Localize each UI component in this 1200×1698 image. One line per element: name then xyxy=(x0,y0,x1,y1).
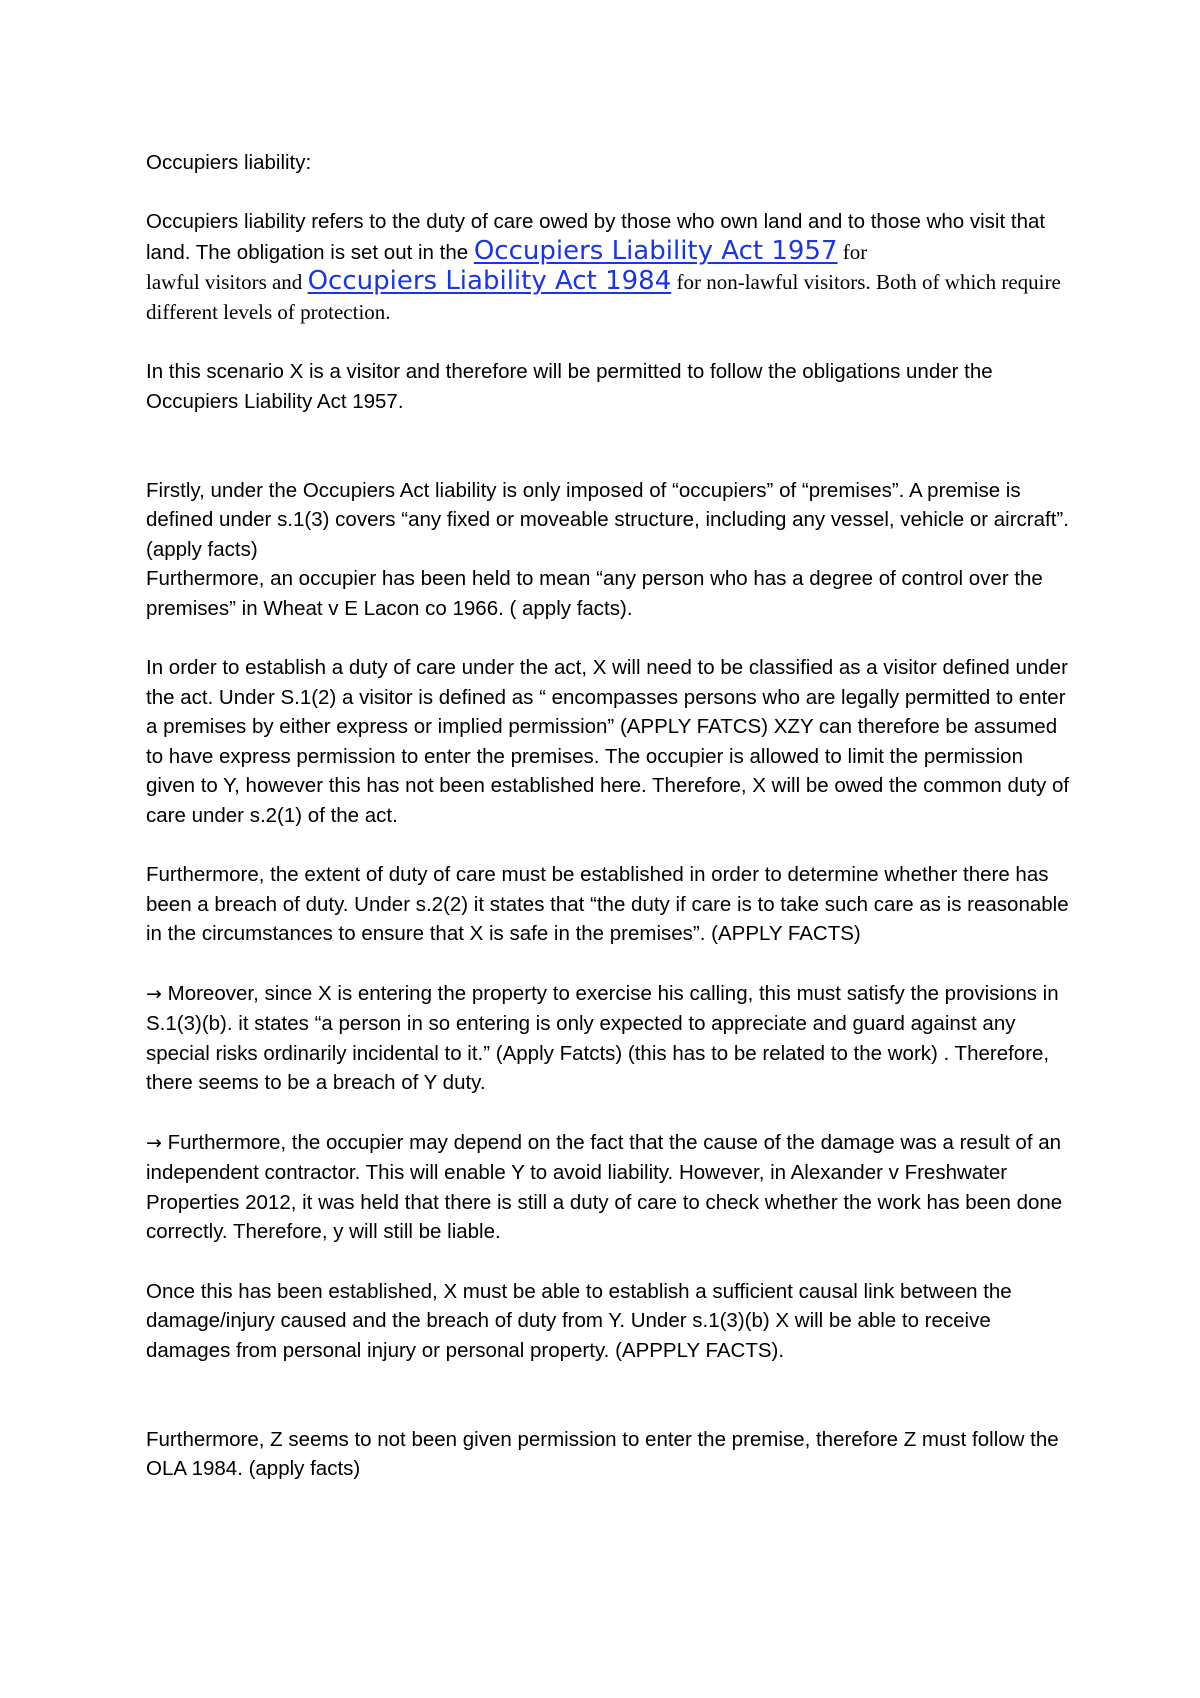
occupier-paragraph: Furthermore, an occupier has been held to mean “any person who has a degree of control over the premises” in Wheat v E Lacon co 1966. ( apply facts). xyxy=(146,567,1043,620)
intro-text-4: for non-lawful visitors. Both of which require different levels of protection. xyxy=(146,270,1061,324)
extent-of-duty-paragraph: Furthermore, the extent of duty of care must be established in order to determine whether there has been a breach of duty. Under s.2(2) it states that “the duty if care is to take such care as is reasonable in the circumstances to ensure that X is safe in the premises”. (APPLY FACTS) xyxy=(146,863,1069,946)
document-heading: Occupiers liability: xyxy=(146,151,312,174)
contractor-text: Furthermore, the occupier may depend on the fact that the cause of the damage was a result of an independent contractor. This will enable Y to avoid liability. However, in Alexander v Freshwater Properties 2012, it was held that there is still a duty of care to check whether the work has been done correctly. Therefore, y will still be liable. xyxy=(146,1130,1063,1244)
calling-paragraph xyxy=(146,979,1076,1098)
intro-text-2: for xyxy=(837,239,868,264)
contractor-paragraph xyxy=(146,1128,1076,1247)
intro-text-3: lawful visitors and xyxy=(146,270,308,295)
arrow-icon: → xyxy=(146,982,162,1005)
calling-text: Moreover, since X is entering the property to exercise his calling, this must satisfy the provisions in S.1(3)(b). it states “a person in so entering is only expected to appreciate and guard against any special risks ordinarily incidental to it.” (Apply Fatcts) (this has to be related to the work) . Therefore, there seems to be a breach of Y duty. xyxy=(146,981,1059,1095)
intro-paragraph xyxy=(146,207,1076,327)
scenario-paragraph: In this scenario X is a visitor and therefore will be permitted to follow the obligations under the Occupiers Liability Act 1957. xyxy=(146,360,993,413)
intro-text-1: Occupiers liability refers to the duty of care owed by those who own land and to those who visit that land. The obligation is set out in the xyxy=(146,210,1046,264)
z-permission-paragraph: Furthermore, Z seems to not been given permission to enter the premise, therefore Z must follow the OLA 1984. (apply facts) xyxy=(146,1427,1059,1481)
document-body xyxy=(146,148,1076,1484)
ola-1984-link[interactable]: Occupiers Liability Act 1984 xyxy=(307,266,672,297)
duty-of-care-paragraph: In order to establish a duty of care under the act, X will need to be classified as a visitor defined under the act. Under S.1(2) a visitor is defined as “ encompasses persons who are legally permitted to enter a premises by either express or implied permission” (APPLY FATCS) XZY can therefore be assumed to have express permission to enter the premises. The occupier is allowed to limit the permission given to Y, however this has not been established here. Therefore, X will be owed the common duty of care under s.2(1) of the act. xyxy=(146,656,1070,828)
ola-1957-link[interactable]: Occupiers Liability Act 1957 xyxy=(473,235,838,266)
causal-link-paragraph: Once this has been established, X must be able to establish a sufficient causal link between the damage/injury caused and the breach of duty from Y. Under s.1(3)(b) X will be able to receive damages from personal injury or personal property. (APPPLY FACTS). xyxy=(146,1279,1012,1362)
arrow-icon: → xyxy=(146,1131,162,1154)
premises-paragraph: Firstly, under the Occupiers Act liability is only imposed of “occupiers” of “premises”. A premise is defined under s.1(3) covers “any fixed or moveable structure, including any vessel, vehicle or aircraft”. (apply facts) xyxy=(146,478,1069,561)
